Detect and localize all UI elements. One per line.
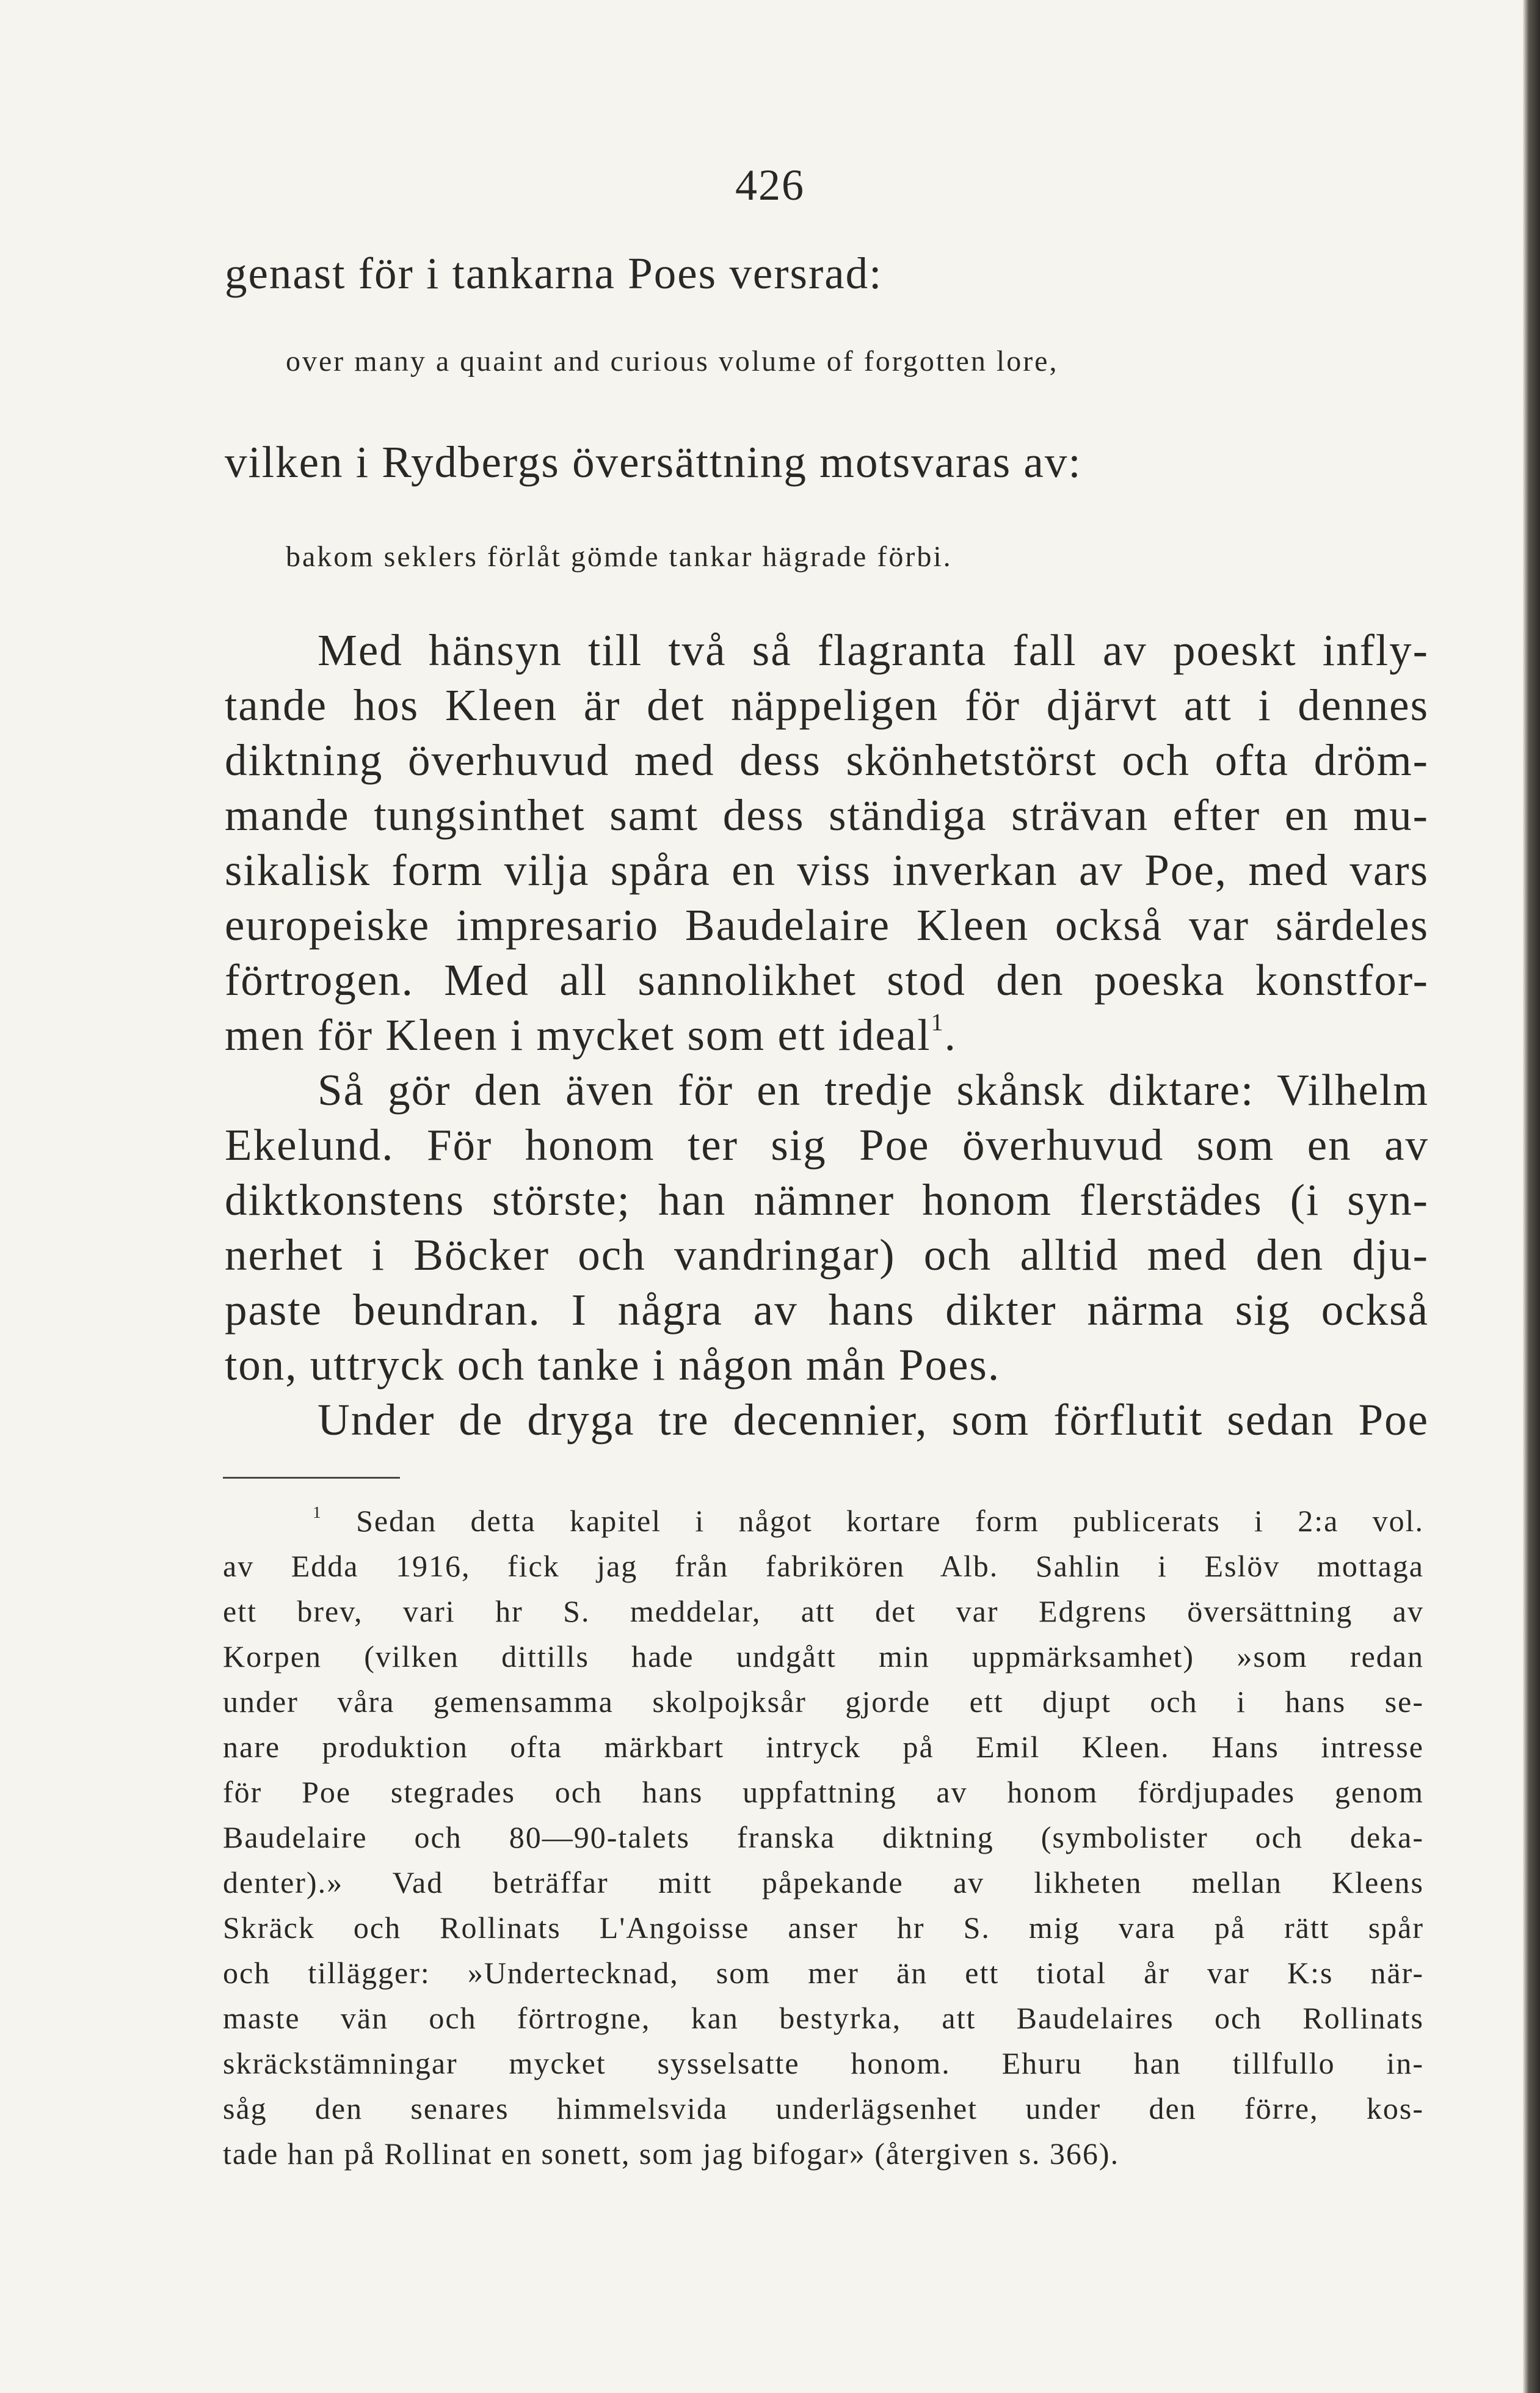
paragraph-line: ton, uttryck och tanke i någon mån Poes. [225, 1340, 1001, 1390]
footnote-line: Korpen (vilken dittills hade undgått min uppmärksamhet) »som redan [223, 1639, 1424, 1674]
footnote-number: 1 [313, 1502, 322, 1521]
sentence-period: . [944, 1010, 957, 1060]
paragraph-line: förtrogen. Med all sannolikhet stod den poeska konstfor- [225, 955, 1429, 1005]
paragraph-line: Så gör den även för en tredje skånsk diktare: Vilhelm [318, 1065, 1429, 1115]
footnote-reference: 1 [931, 1008, 945, 1036]
paragraph-line: europeiske impresario Baudelaire Kleen också var särdeles [225, 900, 1429, 950]
footnote-line: Skräck och Rollinats L'Angoisse anser hr S. mig vara på rätt spår [223, 1910, 1424, 1945]
footnote-line: tade han på Rollinat en sonett, som jag bifogar» (återgiven s. 366). [223, 2136, 1120, 2171]
paragraph-line: paste beundran. I några av hans dikter närma sig också [225, 1285, 1429, 1335]
paragraph-line: mande tungsinthet samt dess ständiga strävan efter en mu- [225, 790, 1429, 840]
paragraph-line: Under de dryga tre decennier, som förflutit sedan Poe [318, 1395, 1429, 1444]
footnote-line: Baudelaire och 80—90-talets franska diktning (symbolister och deka- [223, 1820, 1424, 1854]
footnote-line: maste vän och förtrogne, kan bestyrka, att Baudelaires och Rollinats [223, 2001, 1424, 2035]
footnote-line: nare produktion ofta märkbart intryck på Emil Kleen. Hans intresse [223, 1730, 1424, 1764]
paragraph-line: diktning överhuvud med dess skönhetstörst och ofta dröm- [225, 735, 1429, 785]
paragraph-line: Med hänsyn till två så flagranta fall av poeskt infly- [318, 625, 1429, 675]
intro-line: genast för i tankarna Poes versrad: [225, 249, 883, 298]
footnote-first-line [313, 1498, 1424, 1543]
footnote-line: denter).» Vad beträffar mitt påpekande av likheten mellan Kleens [223, 1865, 1424, 1899]
paragraph-line: tande hos Kleen är det näppeligen för djärvt att i dennes [225, 680, 1429, 730]
paragraph-line-with-footnote-ref [225, 1008, 1080, 1063]
paragraph-line: sikalisk form vilja spåra en viss inverkan av Poe, med vars [225, 845, 1429, 895]
footnote-line: och tillägger: »Undertecknad, som mer än ett tiotal år var K:s när- [223, 1956, 1424, 1990]
paragraph-line: nerhet i Böcker och vandringar) och alltid med den dju- [225, 1230, 1429, 1280]
footnote-divider [223, 1477, 400, 1479]
footnote-line: skräckstämningar mycket sysselsatte honom. Ehuru han tillfullo in- [223, 2046, 1424, 2080]
footnote-line: för Poe stegrades och hans uppfattning av honom fördjupades genom [223, 1775, 1424, 1809]
footnote-line: såg den senares himmelsvida underlägsenhet under den förre, kos- [223, 2091, 1424, 2125]
footnote-line-text: Sedan detta kapitel i något kortare form publicerats i 2:a vol. [356, 1504, 1424, 1538]
quote-english: over many a quaint and curious volume of forgotten lore, [286, 345, 1059, 377]
paragraph-line-text: men för Kleen i mycket som ett ideal [225, 1010, 931, 1060]
connector-line: vilken i Rydbergs översättning motsvaras av: [225, 437, 1082, 487]
footnote-line: under våra gemensamma skolpojksår gjorde ett djupt och i hans se- [223, 1685, 1424, 1719]
footnote-line: av Edda 1916, fick jag från fabrikören Alb. Sahlin i Eslöv mottaga [223, 1549, 1424, 1583]
footnote-line: ett brev, vari hr S. meddelar, att det var Edgrens översättning av [223, 1594, 1424, 1628]
page-number: 426 [735, 161, 805, 209]
paragraph-line: diktkonstens störste; han nämner honom flerstädes (i syn- [225, 1175, 1429, 1225]
paragraph-line: Ekelund. För honom ter sig Poe överhuvud som en av [225, 1120, 1429, 1170]
quote-swedish: bakom seklers förlåt gömde tankar hägrade förbi. [286, 541, 953, 573]
page-edge-shadow [1523, 0, 1540, 2393]
